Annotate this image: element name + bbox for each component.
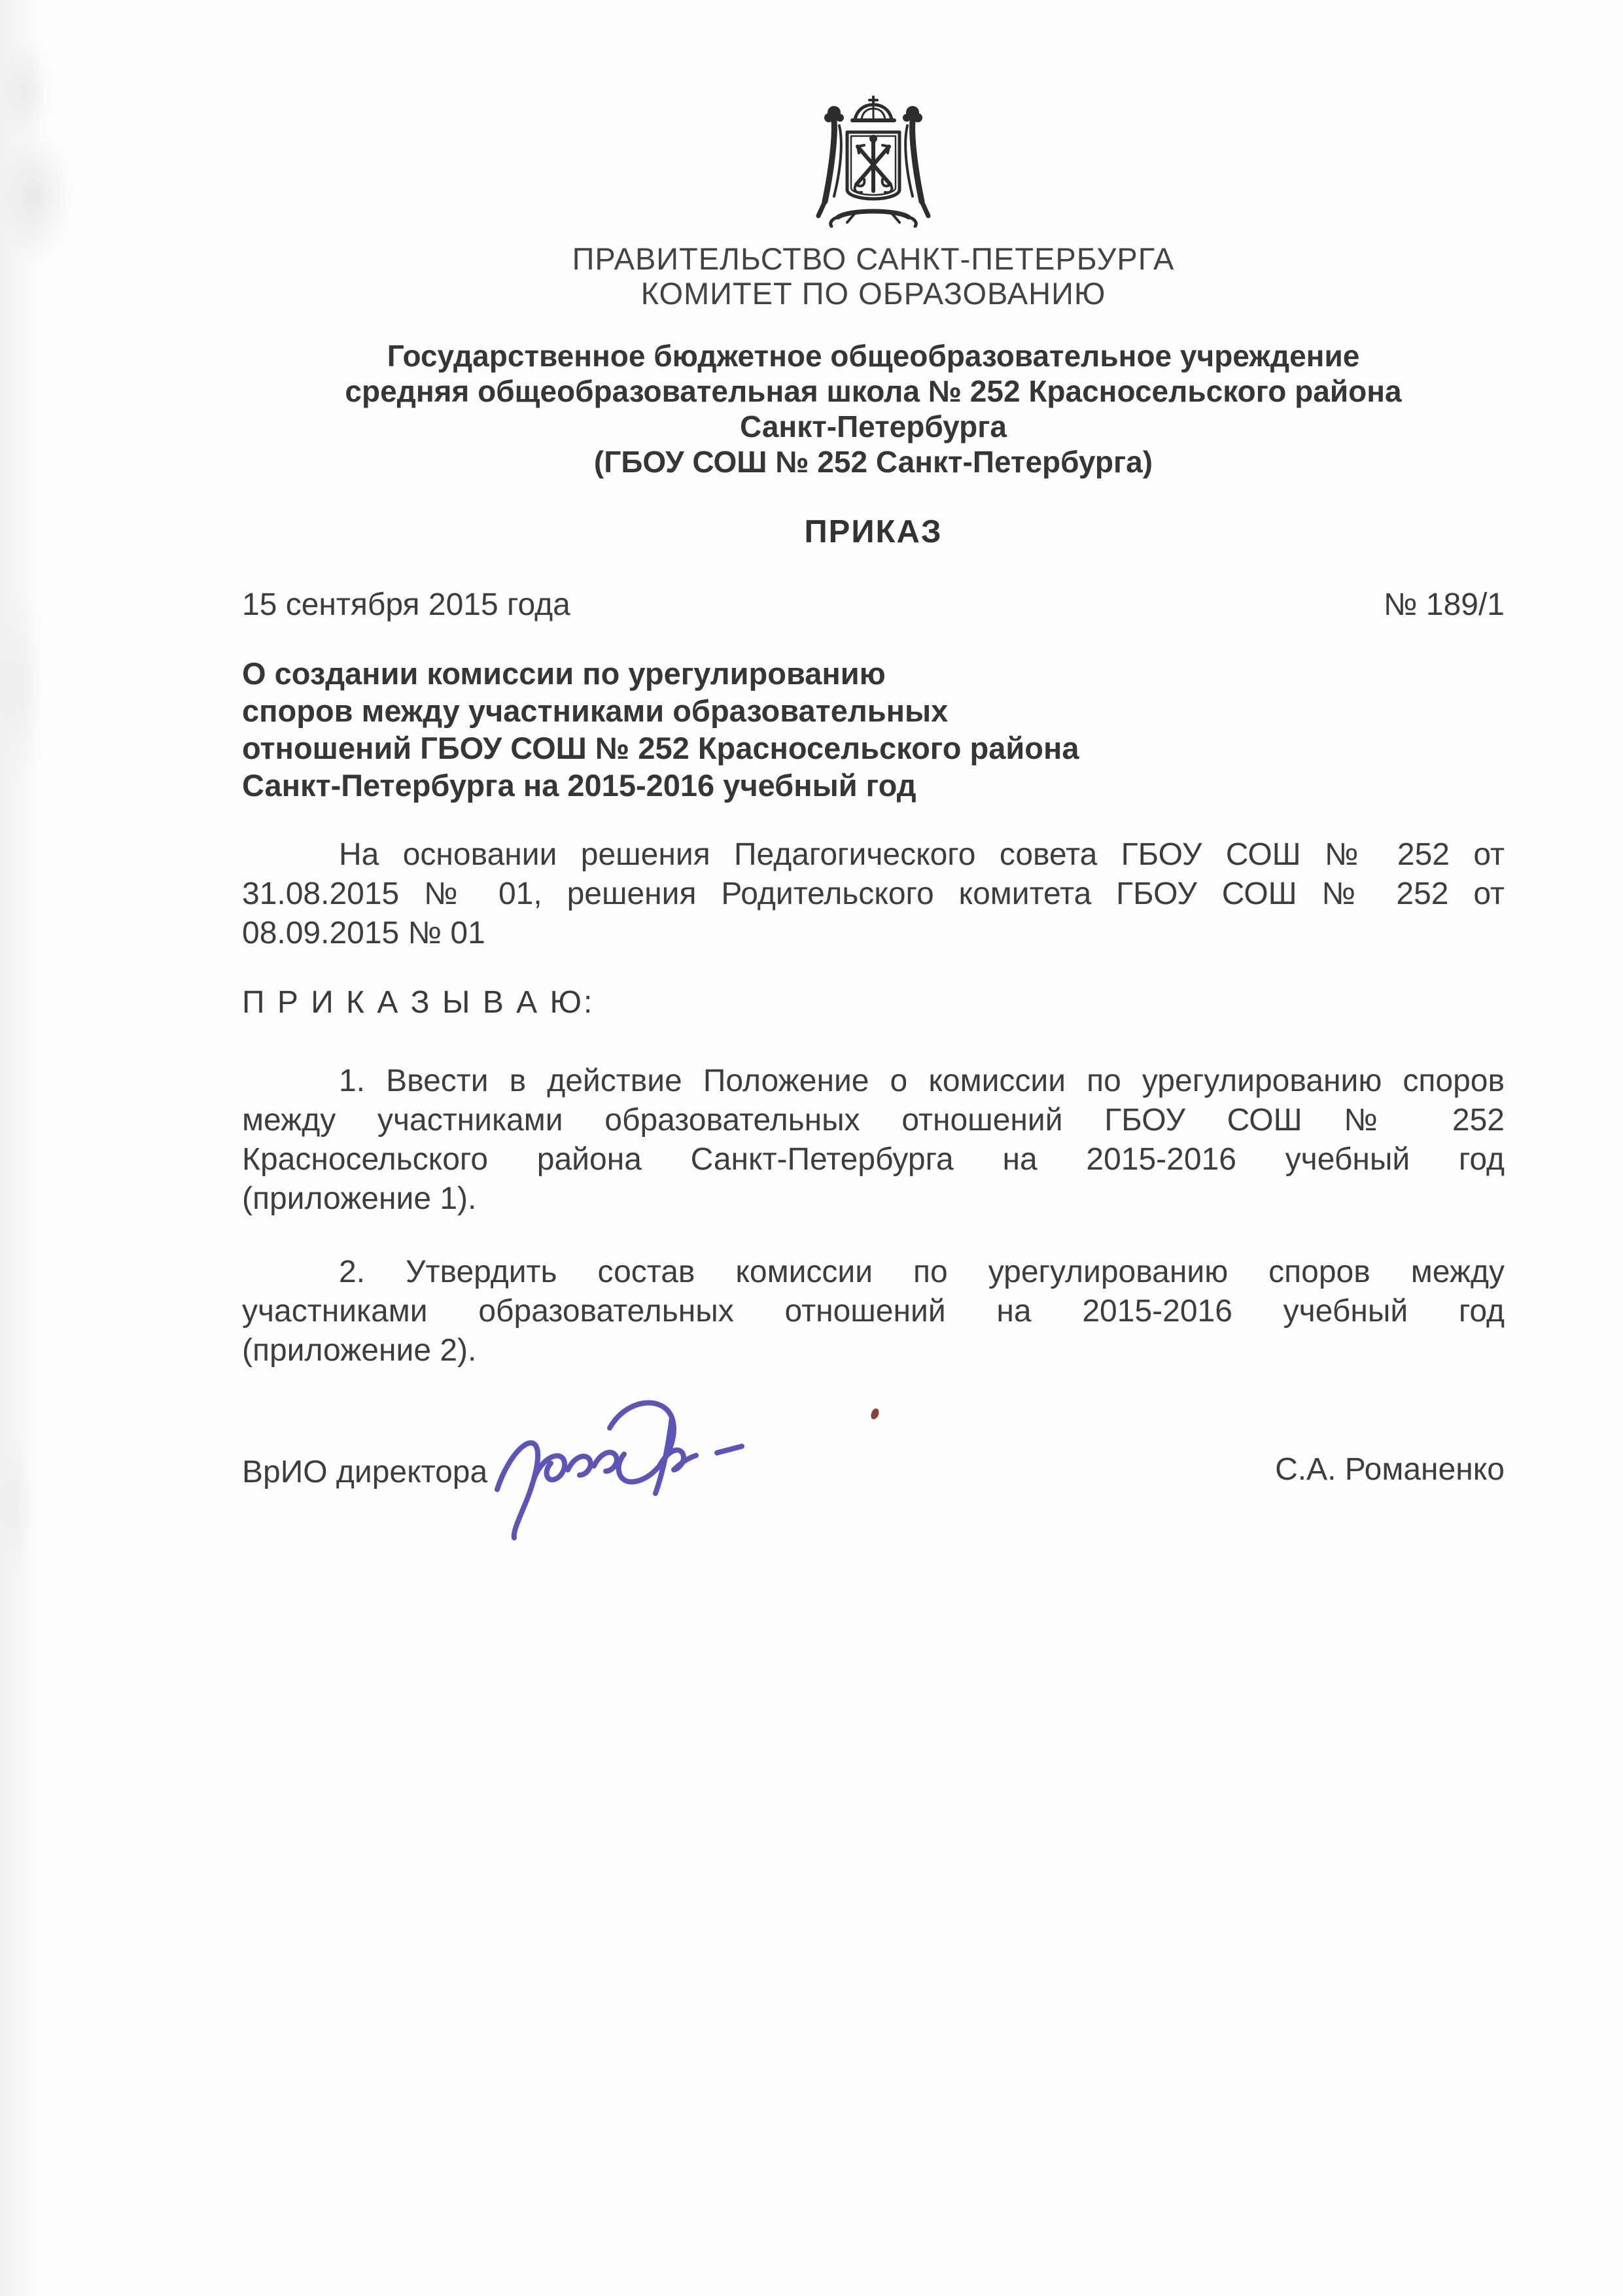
document-content [242,0,1505,1619]
signature-block [242,1436,1505,1619]
organization-line: Государственное бюджетное общеобразовательное учреждение [387,339,1360,373]
organization-line: средняя общеобразовательная школа № 252 Красносельского района [345,374,1402,408]
item-line: между участниками образовательных отношений ГБОУ СОШ № 252 [242,1103,1505,1138]
subject-line: О создании комиссии по урегулированию [242,656,886,691]
red-ink-mark [870,1408,880,1420]
signer-name: С.А. Романенко [1275,1452,1505,1487]
basis-line: 31.08.2015 № 01, решения Родительского комитета ГБОУ СОШ № 252 от [242,877,1505,911]
order-item-1 [242,1062,1505,1219]
organization-name [242,338,1505,479]
order-title: ПРИКАЗ [804,514,943,549]
basis-paragraph [242,835,1505,953]
basis-line: На основании решения Педагогического совета ГБОУ СОШ № 252 от [339,837,1505,872]
organization-line: (ГБОУ СОШ № 252 Санкт-Петербурга) [593,445,1153,479]
order-number: № 189/1 [1384,587,1505,622]
item-line: 1. Ввести в действие Положение о комиссии по урегулированию споров [339,1064,1505,1098]
organization-line: Санкт-Петербурга [740,409,1007,444]
committee-line: КОМИТЕТ ПО ОБРАЗОВАНИЮ [640,276,1106,311]
item-line: Красносельского района Санкт-Петербурга на 2015-2016 учебный год [242,1142,1505,1177]
order-date: 15 сентября 2015 года [242,587,570,622]
item-line: 2. Утвердить состав комиссии по урегулированию споров между [339,1255,1505,1289]
saint-petersburg-coat-of-arms-icon [809,92,937,228]
item-line: участниками образовательных отношений на 2015-2016 учебный год [242,1294,1505,1329]
emblem-container [242,92,1505,231]
item-line: (приложение 1). [242,1181,477,1216]
subject-line: Санкт-Петербурга на 2015-2016 учебный год [242,768,916,803]
basis-line: 08.09.2015 № 01 [242,916,485,950]
order-subject [242,655,1505,804]
item-line: (приложение 2). [242,1333,477,1368]
handwritten-signature [478,1380,765,1550]
subject-line: отношений ГБОУ СОШ № 252 Красносельского района [242,731,1079,765]
signer-position: ВрИО директора [242,1455,488,1489]
government-line: ПРАВИТЕЛЬСТВО САНКТ-ПЕТЕРБУРГА [572,241,1175,276]
order-meta-row [242,587,1505,623]
government-header [242,241,1505,311]
subject-line: споров между участниками образовательных [242,693,949,728]
order-item-2 [242,1253,1505,1370]
decree-word: П Р И К А З Ы В А Ю: [242,985,595,1020]
